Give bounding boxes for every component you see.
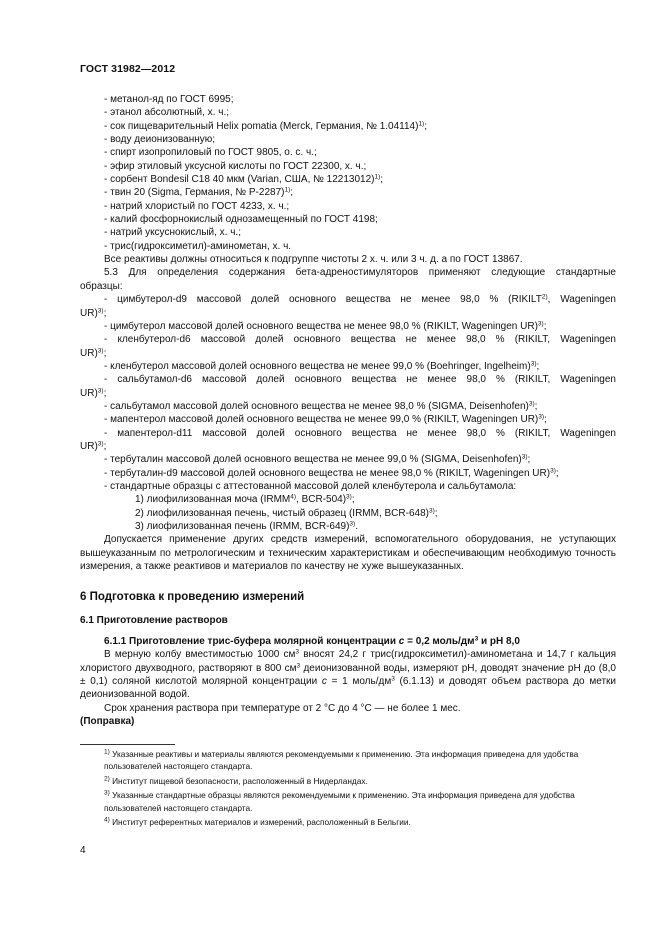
list-item: - натрий хлористый по ГОСТ 4233, х. ч.;	[104, 200, 290, 212]
sublist-item: 3) лиофилизованная печень (IRMM, BCR-649)$^{3)}$.	[135, 520, 358, 532]
list-item: - мапентерол-d11 массовой долей основного вещества не менее 98,0 % (RIKILT, Wageningen	[104, 427, 616, 439]
list-item: - сорбент Bondesil C18 40 мкм (Varian, США, № 12213012)$^{1)}$;	[104, 173, 384, 186]
section-5-3-line1: 5.3 Для определения содержания бета-адреностимуляторов применяют следующие стандартные	[104, 267, 616, 279]
list-item: - калий фосфорнокислый однозамещенный по ГОСТ 4198;	[104, 214, 378, 226]
list-item: - натрий уксуснокислый, х. ч.;	[104, 227, 241, 239]
list-item: - тербуталин-d9 массовой долей основного вещества не менее 98,0 % (RIKILT, Wageningen UR)$^{3)}$;	[104, 467, 559, 479]
list-item: - сальбутамол массовой долей основного вещества не менее 98,0 % (SIGMA, Deisenhofen)$^{3)}$;	[104, 400, 538, 412]
section-6-1-heading: 6.1 Приготовление растворов	[80, 614, 228, 626]
list-item: - спирт изопропиловый по ГОСТ 9805, о. с. ч.;	[104, 147, 317, 159]
footnote-ref: 1)	[418, 120, 425, 128]
list-item-cont: UR)$^{3)}$;	[80, 440, 107, 452]
section-5-3-line2: образцы:	[80, 280, 123, 292]
footnote: $^{3)}$ Указанные стандартные образцы являются рекомендуемыми к применению. Эта информация приведена для удобства пользователей настоящего стандарта.	[104, 789, 575, 813]
list-item-cont: UR)$^{3)}$;	[80, 387, 107, 399]
sublist-item: 1) лиофилизованная моча (IRMM$^{4)}$, BCR-504)$^{3)}$;	[135, 493, 355, 506]
footnote-separator	[80, 744, 175, 745]
section-6-heading: 6 Подготовка к проведению измерений	[80, 591, 305, 604]
list-item: - цимбутерол-d9 массовой долей основного вещества не менее 98,0 % (RIKILT$^{2)}$, Wageningen	[104, 293, 616, 306]
list-item: - цимбутерол массовой долей основного вещества не менее 98,0 % (RIKILT, Wageningen UR)$^{3)}$;	[104, 320, 547, 332]
list-item-cont: UR)$^{3)}$;	[80, 347, 107, 359]
buffer-procedure-paragraph: В мерную колбу вместимостью 1000 $см^3$ вносят 24,2 г трис(гидроксиметил)-аминометана и 14,7 г кальция хлористого двухводного, растворяют в 800 $см^3$ деионизованной воды, измеряют рН, доводят значение рН до (8,0 ± 0,1) соляной кислотой молярной концентрации с = 1 моль/$дм^3$ (6.1.13) и доводят объем раствора до метки деионизованной водой.	[80, 648, 616, 701]
list-item: - тербуталин массовой долей основного вещества не менее 99,0 % (SIGMA, Deisenhofen)$^{3)}$;	[104, 453, 531, 466]
footnote: $^{2)}$ Институт пищевой безопасности, расположенный в Нидерландах.	[104, 775, 368, 786]
list-item: - стандартные образцы с аттестованной массовой долей кленбутерола и сальбутамола:	[104, 480, 517, 492]
list-item: - трис(гидроксиметил)-аминометан, х. ч.	[104, 240, 292, 252]
list-item: - метанол-яд по ГОСТ 6995;	[104, 94, 234, 105]
list-item: - сальбутамол-d6 массовой долей основного вещества не менее 98,0 % (RIKILT, Wageningen	[104, 374, 616, 386]
page-body	[80, 93, 616, 728]
list-item: - сок пищеварительный Helix pomatia (Merck, Германия, № 1.04114)$^{1)}$;	[104, 120, 427, 132]
footnotes	[80, 748, 616, 830]
list-item: - мапентерол массовой долей основного вещества не менее 99,0 % (RIKILT, Wageningen UR)$^{3)}$;	[104, 413, 547, 426]
standard-header: ГОСТ 31982—2012	[80, 63, 176, 75]
storage-paragraph: Срок хранения раствора при температуре от 2 °C до 4 °C — не более 1 мес.	[104, 702, 461, 714]
section-6-1-1-heading: 6.1.1 Приготовление трис-буфера молярной концентрации с = 0,2 моль/$дм^3$ и рН 8,0	[104, 635, 520, 648]
list-item: - твин 20 (Sigma, Германия, № P-2287)$^{1)}$;	[104, 186, 294, 199]
list-item: - этанол абсолютный, х. ч.;	[104, 107, 229, 119]
purity-note: Все реактивы должны относиться к подгруппе чистоты 2 х. ч. или 3 ч. д. а по ГОСТ 13867.	[104, 254, 523, 266]
amendment-note: (Поправка)	[80, 716, 135, 728]
list-item: - воду деионизованную;	[104, 134, 216, 146]
sublist-item: 2) лиофилизованная печень, чистый образец (IRMM, BCR-648)$^{3)}$;	[135, 507, 438, 519]
list-item-cont: UR)$^{3)}$;	[80, 307, 107, 319]
footnote: $^{1)}$ Указанные реактивы и материалы являются рекомендуемыми к применению. Эта информация приведена для удобства пользователей настоящего стандарта.	[104, 748, 579, 772]
footnote-ref: 1)	[284, 186, 291, 194]
footnote-ref: 1)	[374, 173, 381, 181]
list-item: - кленбутерол массовой долей основного вещества не менее 99,0 % (Boehringer, Ingelheim)$^{3)}$;	[104, 360, 540, 372]
page-number: 4	[80, 845, 86, 856]
allowance-paragraph: Допускается применение других средств измерений, вспомогательного оборудования, не уступающих вышеуказанным по метрологическим и техническим характеристикам и обеспечивающим необходимую точность измерения, а также реактивов и материалов по качеству не хуже вышеуказанных.	[80, 534, 616, 573]
list-item: - эфир этиловый уксусной кислоты по ГОСТ 22300, х. ч.;	[104, 160, 367, 172]
footnote: $^{4)}$ Институт референтных материалов и измерений, расположенный в Бельгии.	[104, 816, 411, 828]
list-item: - кленбутерол-d6 массовой долей основного вещества не менее 98,0 % (RIKILT, Wageningen	[104, 334, 616, 346]
